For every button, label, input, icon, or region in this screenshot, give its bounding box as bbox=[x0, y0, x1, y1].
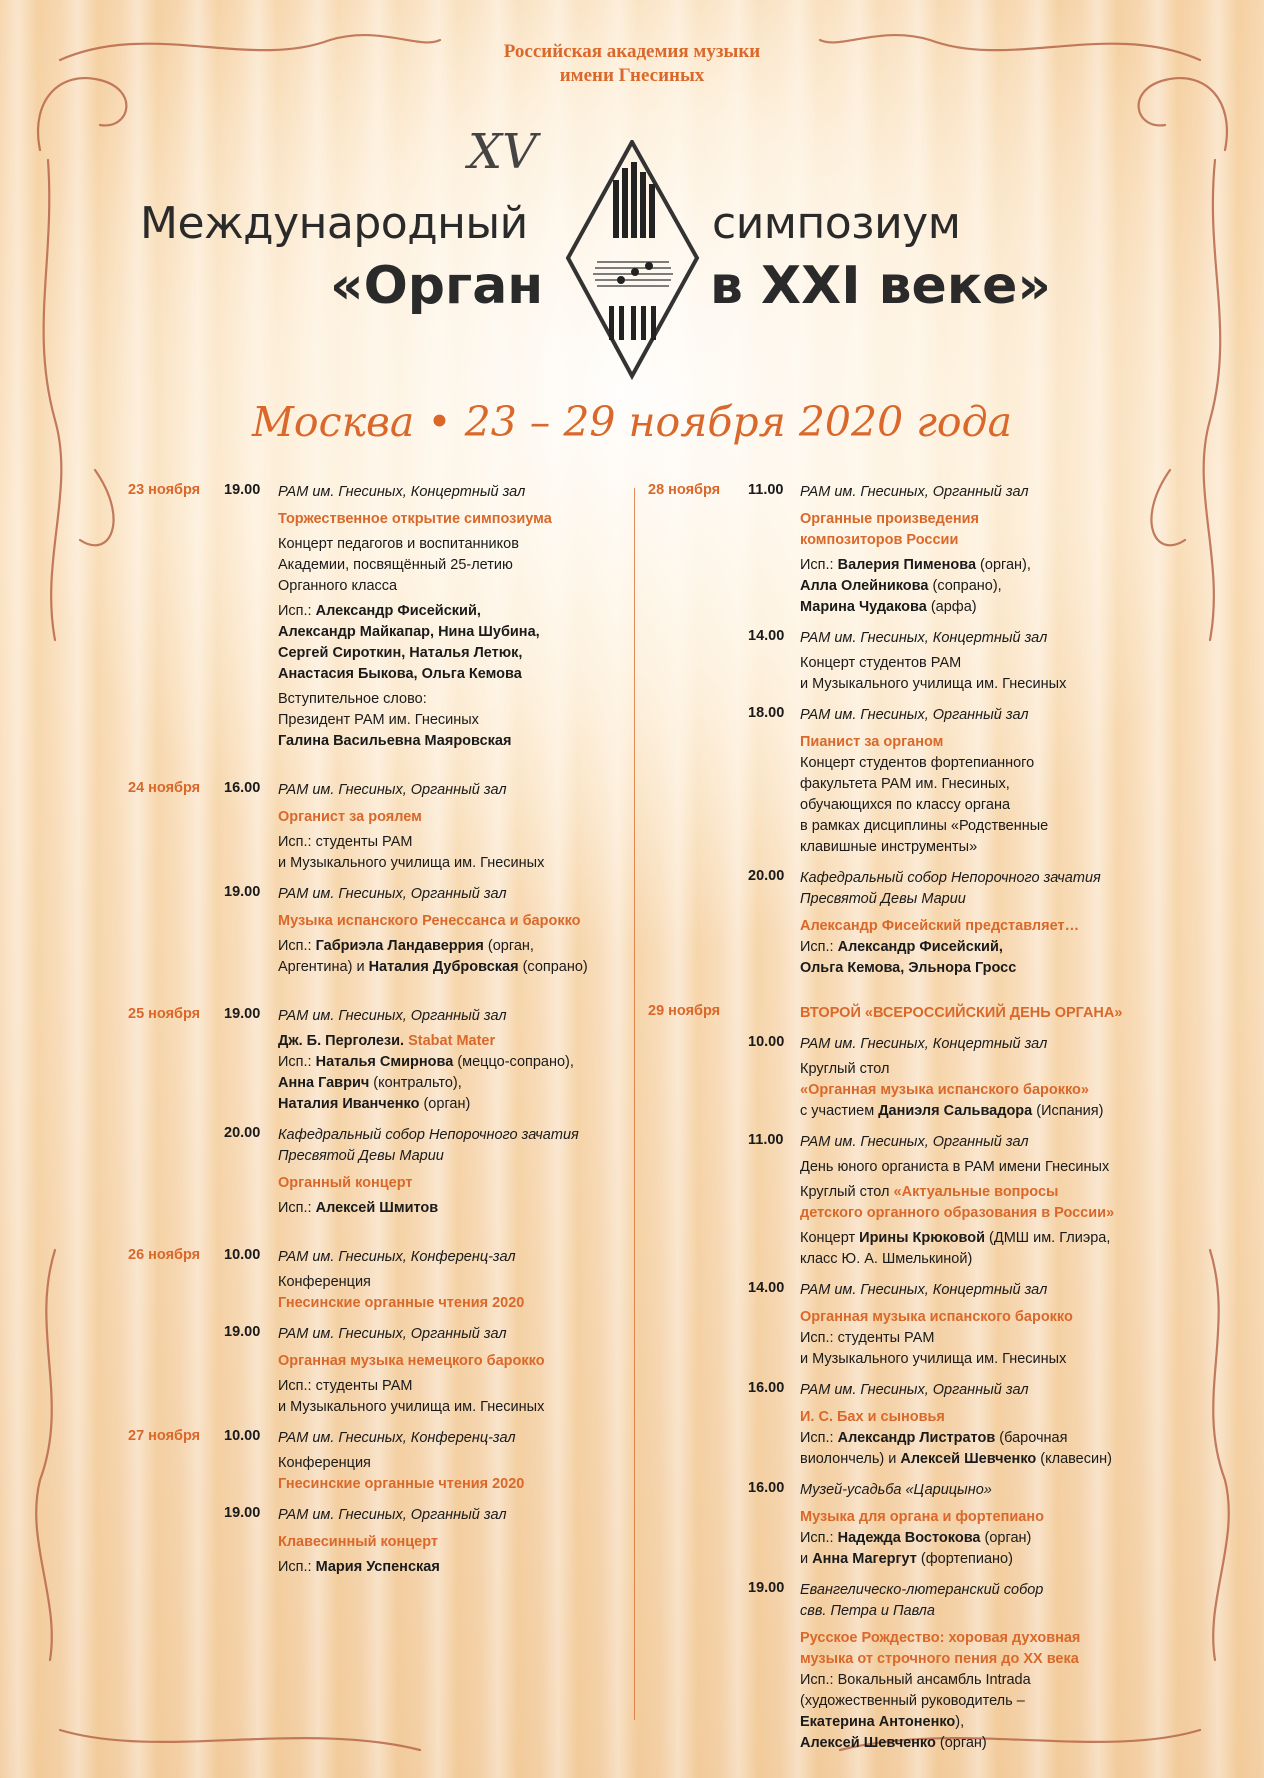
event-details: Исп.: Алексей Шмитов bbox=[278, 1200, 439, 1216]
event-details: Исп.: студенты РАМ и Музыкального училища им. Гнесиных bbox=[800, 1330, 1067, 1367]
event-time: 11.00 bbox=[748, 1132, 784, 1148]
event-venue: РАМ им. Гнесиных, Органный зал bbox=[278, 1326, 507, 1342]
event-title: Музыка для органа и фортепиано bbox=[800, 1509, 1044, 1525]
event-details: Исп.: Александр Фисейский, Ольга Кемова, Эльнора Гросс bbox=[800, 939, 1017, 976]
event-details: Вступительное слово: Президент РАМ им. Гнесиных Галина Васильевна Маяровская bbox=[278, 691, 512, 749]
event-title: Органные произведения композиторов России bbox=[800, 511, 980, 548]
event-title: Торжественное открытие симпозиума bbox=[278, 511, 552, 527]
schedule-event bbox=[128, 1247, 628, 1314]
event-title: Клавесинный концерт bbox=[278, 1534, 438, 1550]
event-details: Исп.: Александр Листратов (барочная виолончель) и Алексей Шевченко (клавесин) bbox=[800, 1430, 1112, 1467]
edition-number: XV bbox=[468, 124, 537, 180]
event-title: ВТОРОЙ «ВСЕРОССИЙСКИЙ ДЕНЬ ОРГАНА» bbox=[800, 1005, 1123, 1021]
event-venue: РАМ им. Гнесиных, Конференц-зал bbox=[278, 1430, 516, 1446]
schedule-right-column bbox=[648, 482, 1138, 1758]
event-dates: Москва • 23 – 29 ноября 2020 года bbox=[251, 398, 1013, 446]
schedule-day bbox=[128, 482, 628, 752]
event-venue: РАМ им. Гнесиных, Органный зал bbox=[278, 1008, 507, 1024]
day-date: 27 ноября bbox=[128, 1428, 201, 1444]
schedule-event bbox=[648, 482, 1138, 618]
event-title: Русское Рождество: хоровая духовная музыка от строчного пения до XX века bbox=[800, 1630, 1081, 1667]
event-venue: РАМ им. Гнесиных, Органный зал bbox=[800, 707, 1029, 723]
event-details: Исп.: Вокальный ансамбль Intrada (художественный руководитель – Екатерина Антоненко), Алексей Шевченко (орган) bbox=[800, 1672, 1031, 1751]
schedule-event bbox=[648, 1580, 1138, 1754]
schedule-event bbox=[648, 628, 1138, 695]
title-international: Международный bbox=[140, 198, 528, 249]
day-date: 26 ноября bbox=[128, 1247, 201, 1263]
title-organ: «Орган bbox=[330, 256, 544, 316]
event-time: 16.00 bbox=[224, 780, 261, 796]
schedule-event bbox=[128, 884, 628, 978]
schedule-event bbox=[648, 1480, 1138, 1570]
title-symposium: симпозиум bbox=[712, 198, 961, 249]
event-venue: Кафедральный собор Непорочного зачатия Пресвятой Девы Марии bbox=[800, 870, 1101, 907]
event-title: Органная музыка испанского барокко bbox=[800, 1309, 1073, 1325]
event-venue: РАМ им. Гнесиных, Концертный зал bbox=[800, 1036, 1048, 1052]
event-details: Исп.: Габриэла Ландаверрия (орган, Аргентина) и Наталия Дубровская (сопрано) bbox=[278, 938, 588, 975]
event-venue: РАМ им. Гнесиных, Концертный зал bbox=[800, 1282, 1048, 1298]
day-date: 29 ноября bbox=[648, 1003, 721, 1019]
schedule-event bbox=[648, 1280, 1138, 1370]
event-details: Концерт студентов РАМ и Музыкального училища им. Гнесиных bbox=[800, 655, 1067, 692]
day-date: 25 ноября bbox=[128, 1006, 201, 1022]
schedule-event bbox=[128, 1006, 628, 1115]
schedule-event bbox=[128, 780, 628, 874]
schedule-event bbox=[648, 868, 1138, 979]
schedule-day bbox=[128, 1006, 628, 1219]
event-time: 20.00 bbox=[224, 1125, 261, 1141]
schedule-event bbox=[128, 1505, 628, 1578]
event-time: 19.00 bbox=[224, 1505, 261, 1521]
event-title: Пианист за органом bbox=[800, 734, 944, 750]
schedule-day bbox=[648, 482, 1138, 979]
event-time: 10.00 bbox=[224, 1247, 261, 1263]
schedule-left-column bbox=[128, 482, 628, 1582]
event-venue: РАМ им. Гнесиных, Органный зал bbox=[278, 782, 507, 798]
event-title: Александр Фисейский представляет… bbox=[800, 918, 1080, 934]
schedule-event bbox=[128, 1428, 628, 1495]
event-venue: Евангелическо-лютеранский собор свв. Петра и Павла bbox=[800, 1582, 1044, 1619]
event-details: Концерт педагогов и воспитанников Академии, посвящённый 25-летию Органного класса bbox=[278, 536, 519, 594]
event-venue: РАМ им. Гнесиных, Органный зал bbox=[278, 1507, 507, 1523]
schedule-event bbox=[128, 1125, 628, 1219]
event-time: 19.00 bbox=[224, 482, 261, 498]
event-details: Исп.: студенты РАМ и Музыкального училища им. Гнесиных bbox=[278, 834, 545, 871]
event-details: Исп.: Валерия Пименова (орган), Алла Олейникова (сопрано), Марина Чудакова (арфа) bbox=[800, 557, 1031, 615]
event-details: Исп.: Александр Фисейский, Александр Майкапар, Нина Шубина, Сергей Сироткин, Наталья Летюк, Анастасия Быкова, Ольга Кемова bbox=[278, 603, 540, 682]
event-venue: Кафедральный собор Непорочного зачатия Пресвятой Девы Марии bbox=[278, 1127, 579, 1164]
academy-line-1: Российская академия музыки bbox=[503, 41, 761, 62]
event-details: Исп.: студенты РАМ и Музыкального училища им. Гнесиных bbox=[278, 1378, 545, 1415]
event-time: 16.00 bbox=[748, 1380, 785, 1396]
event-details: Конференция bbox=[278, 1274, 371, 1290]
event-details: Концерт Ирины Крюковой (ДМШ им. Глиэра, класс Ю. А. Шмелькиной) bbox=[800, 1230, 1111, 1267]
schedule-day bbox=[648, 1003, 1138, 1754]
event-time: 16.00 bbox=[748, 1480, 785, 1496]
event-title: Органист за роялем bbox=[278, 809, 422, 825]
academy-line-2: имени Гнесиных bbox=[559, 65, 705, 86]
academy-name bbox=[0, 40, 1264, 88]
schedule-event bbox=[648, 1034, 1138, 1122]
event-title: Музыка испанского Ренессанса и барокко bbox=[278, 913, 581, 929]
event-venue: Музей-усадьба «Царицыно» bbox=[800, 1482, 992, 1498]
event-details: Исп.: Мария Успенская bbox=[278, 1559, 440, 1575]
event-details: Концерт студентов фортепианного факультета РАМ им. Гнесиных, обучающихся по классу органа в рамках дисциплины «Родственные клавишные инструменты» bbox=[800, 755, 1049, 855]
schedule-event bbox=[648, 705, 1138, 858]
schedule-day bbox=[128, 1247, 628, 1418]
day-date: 28 ноября bbox=[648, 482, 721, 498]
event-details: Круглый стол «Актуальные вопросы детского органного образования в России» bbox=[800, 1184, 1115, 1221]
event-details: Дж. Б. Перголези. Stabat Mater Исп.: Наталья Смирнова (меццо-сопрано), Анна Гаврич (контральто), Наталия Иванченко (орган) bbox=[278, 1033, 574, 1112]
event-time: 18.00 bbox=[748, 705, 785, 721]
schedule-event bbox=[128, 482, 628, 752]
event-time: 19.00 bbox=[224, 1324, 261, 1340]
event-time: 10.00 bbox=[224, 1428, 261, 1444]
event-time: 19.00 bbox=[224, 1006, 261, 1022]
event-title: Гнесинские органные чтения 2020 bbox=[278, 1476, 525, 1492]
schedule-event bbox=[648, 1132, 1138, 1270]
event-venue: РАМ им. Гнесиных, Конференц-зал bbox=[278, 1249, 516, 1265]
event-venue: РАМ им. Гнесиных, Органный зал bbox=[278, 886, 507, 902]
schedule-day bbox=[128, 1428, 628, 1578]
event-venue: РАМ им. Гнесиных, Органный зал bbox=[800, 1134, 1029, 1150]
schedule-event bbox=[648, 1003, 1138, 1024]
event-time: 14.00 bbox=[748, 628, 785, 644]
day-date: 24 ноября bbox=[128, 780, 201, 796]
organ-logo-icon bbox=[565, 140, 700, 380]
event-venue: РАМ им. Гнесиных, Органный зал bbox=[800, 1382, 1029, 1398]
schedule-event bbox=[648, 1380, 1138, 1470]
event-venue: РАМ им. Гнесиных, Концертный зал bbox=[278, 484, 526, 500]
event-details: Конференция bbox=[278, 1455, 371, 1471]
event-time: 14.00 bbox=[748, 1280, 785, 1296]
event-details: День юного органиста в РАМ имени Гнесиных bbox=[800, 1159, 1110, 1175]
event-time: 20.00 bbox=[748, 868, 785, 884]
event-time: 19.00 bbox=[748, 1580, 785, 1596]
event-title: Органный концерт bbox=[278, 1175, 413, 1191]
event-time: 10.00 bbox=[748, 1034, 785, 1050]
event-time: 11.00 bbox=[748, 482, 784, 498]
event-title: Органная музыка немецкого барокко bbox=[278, 1353, 545, 1369]
column-divider bbox=[634, 488, 635, 1720]
event-title: И. С. Бах и сыновья bbox=[800, 1409, 945, 1425]
event-details: Круглый стол «Органная музыка испанского барокко» с участием Даниэля Сальвадора (Испания) bbox=[800, 1061, 1104, 1119]
event-time: 19.00 bbox=[224, 884, 261, 900]
event-venue: РАМ им. Гнесиных, Концертный зал bbox=[800, 630, 1048, 646]
schedule-event bbox=[128, 1324, 628, 1418]
event-details: Исп.: Надежда Востокова (орган) и Анна Магергут (фортепиано) bbox=[800, 1530, 1032, 1567]
title-21st-century: в XXI веке» bbox=[710, 256, 1051, 316]
event-venue: РАМ им. Гнесиных, Органный зал bbox=[800, 484, 1029, 500]
schedule-day bbox=[128, 780, 628, 978]
event-title: Гнесинские органные чтения 2020 bbox=[278, 1295, 525, 1311]
day-date: 23 ноября bbox=[128, 482, 201, 498]
